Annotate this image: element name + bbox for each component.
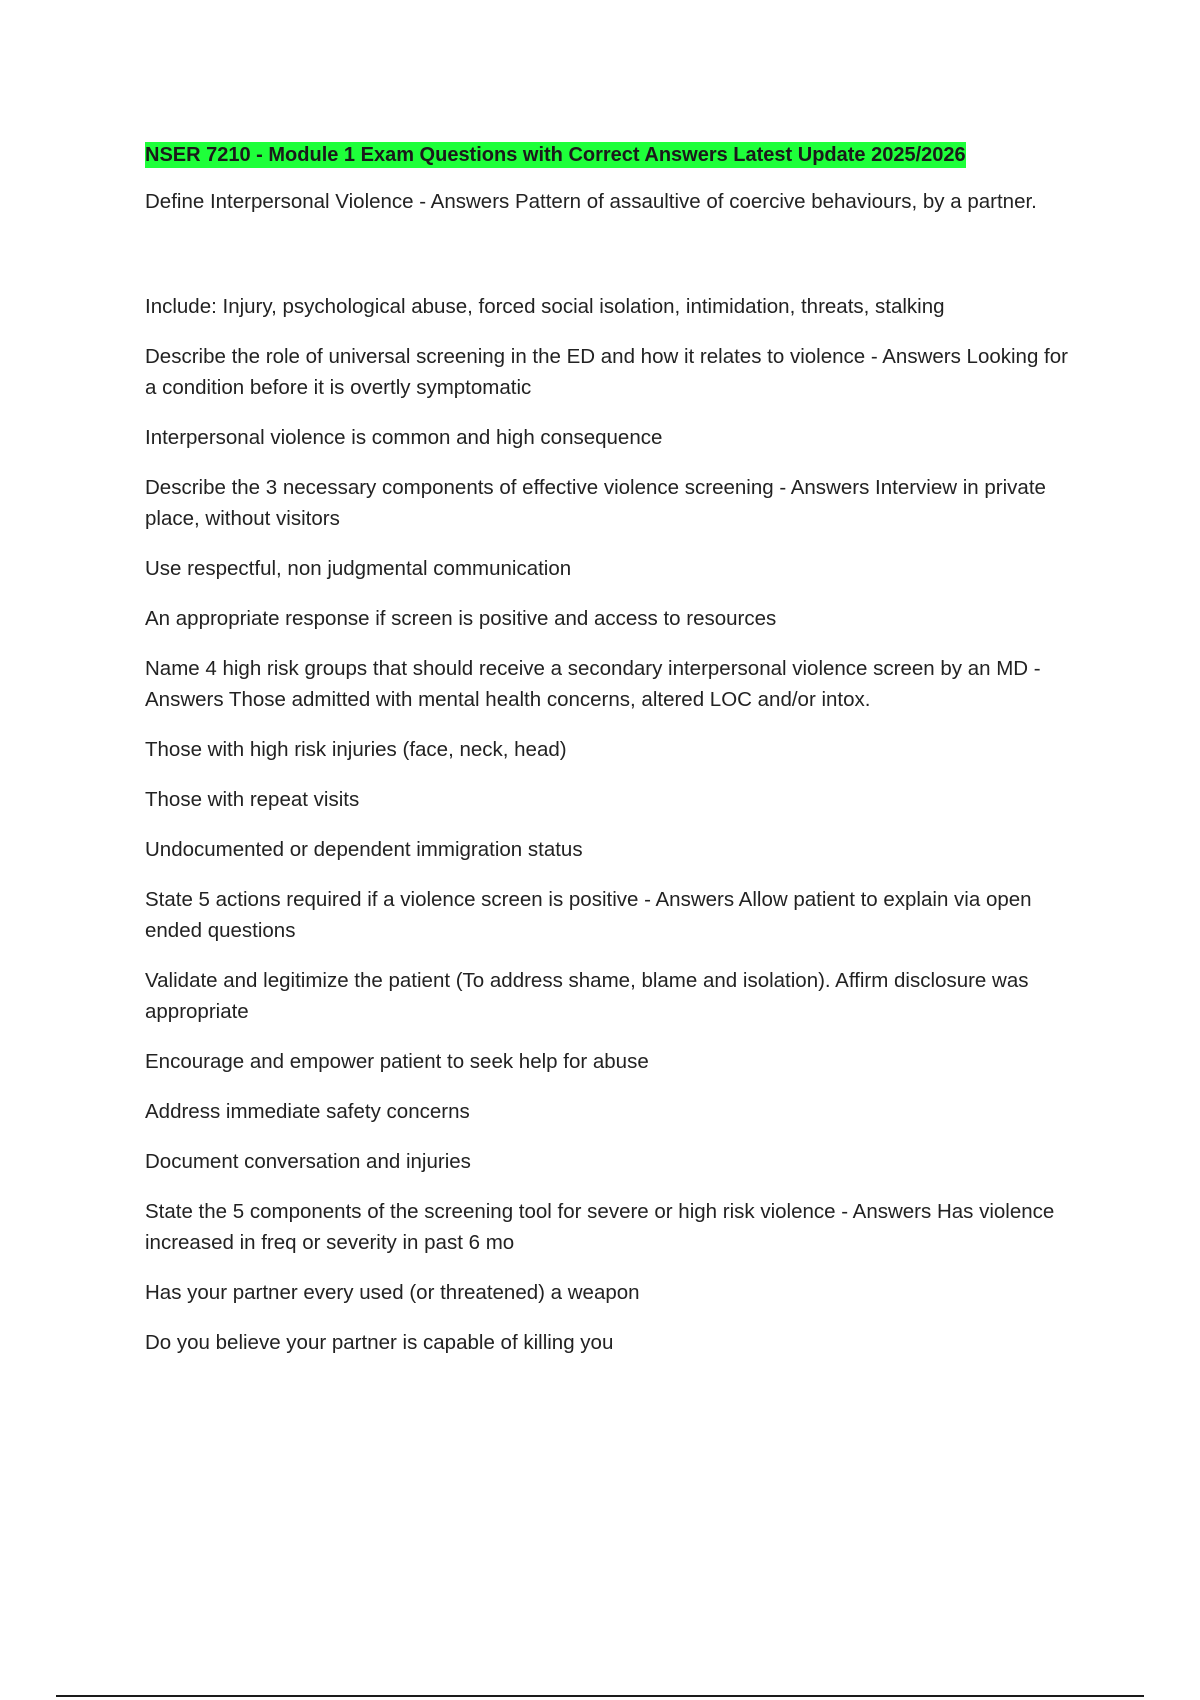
qa-paragraph: Do you believe your partner is capable of killing you — [145, 1331, 614, 1354]
qa-paragraph: An appropriate response if screen is positive and access to resources — [145, 607, 777, 630]
qa-paragraph: Those with repeat visits — [145, 788, 360, 811]
qa-paragraph: Address immediate safety concerns — [145, 1100, 470, 1123]
qa-paragraph: Describe the 3 necessary components of effective violence screening - Answers Interview in private place, without visitors — [145, 476, 1046, 530]
qa-paragraph: State the 5 components of the screening tool for severe or high risk violence - Answers Has violence increased in freq or severity in past 6 mo — [145, 1200, 1055, 1254]
qa-paragraph: State 5 actions required if a violence screen is positive - Answers Allow patient to explain via open ended questions — [145, 888, 1032, 942]
qa-paragraph: Define Interpersonal Violence - Answers Pattern of assaultive of coercive behaviours, by a partner. — [145, 190, 1037, 213]
qa-paragraph: Those with high risk injuries (face, neck, head) — [145, 738, 567, 761]
qa-paragraph: Encourage and empower patient to seek help for abuse — [145, 1050, 649, 1073]
qa-paragraph: Describe the role of universal screening in the ED and how it relates to violence - Answers Looking for a condition before it is overtly symptomatic — [145, 345, 1068, 399]
qa-paragraph: Document conversation and injuries — [145, 1150, 471, 1173]
qa-paragraph: Interpersonal violence is common and high consequence — [145, 426, 663, 449]
qa-paragraph: Name 4 high risk groups that should receive a secondary interpersonal violence screen by an MD - Answers Those admitted with mental health concerns, altered LOC and/or intox. — [145, 657, 1041, 711]
qa-paragraph: Validate and legitimize the patient (To address shame, blame and isolation). Affirm disclosure was appropriate — [145, 969, 1029, 1023]
qa-paragraph: Use respectful, non judgmental communication — [145, 557, 572, 580]
document-title: NSER 7210 - Module 1 Exam Questions with Correct Answers Latest Update 2025/2026 — [145, 144, 966, 166]
qa-paragraph: Has your partner every used (or threatened) a weapon — [145, 1281, 640, 1304]
title-block — [145, 142, 1080, 170]
qa-paragraph: Include: Injury, psychological abuse, forced social isolation, intimidation, threats, stalking — [145, 295, 945, 318]
qa-paragraph: Undocumented or dependent immigration status — [145, 838, 583, 861]
document-body — [145, 142, 1080, 1377]
footer-divider — [56, 1695, 1144, 1697]
